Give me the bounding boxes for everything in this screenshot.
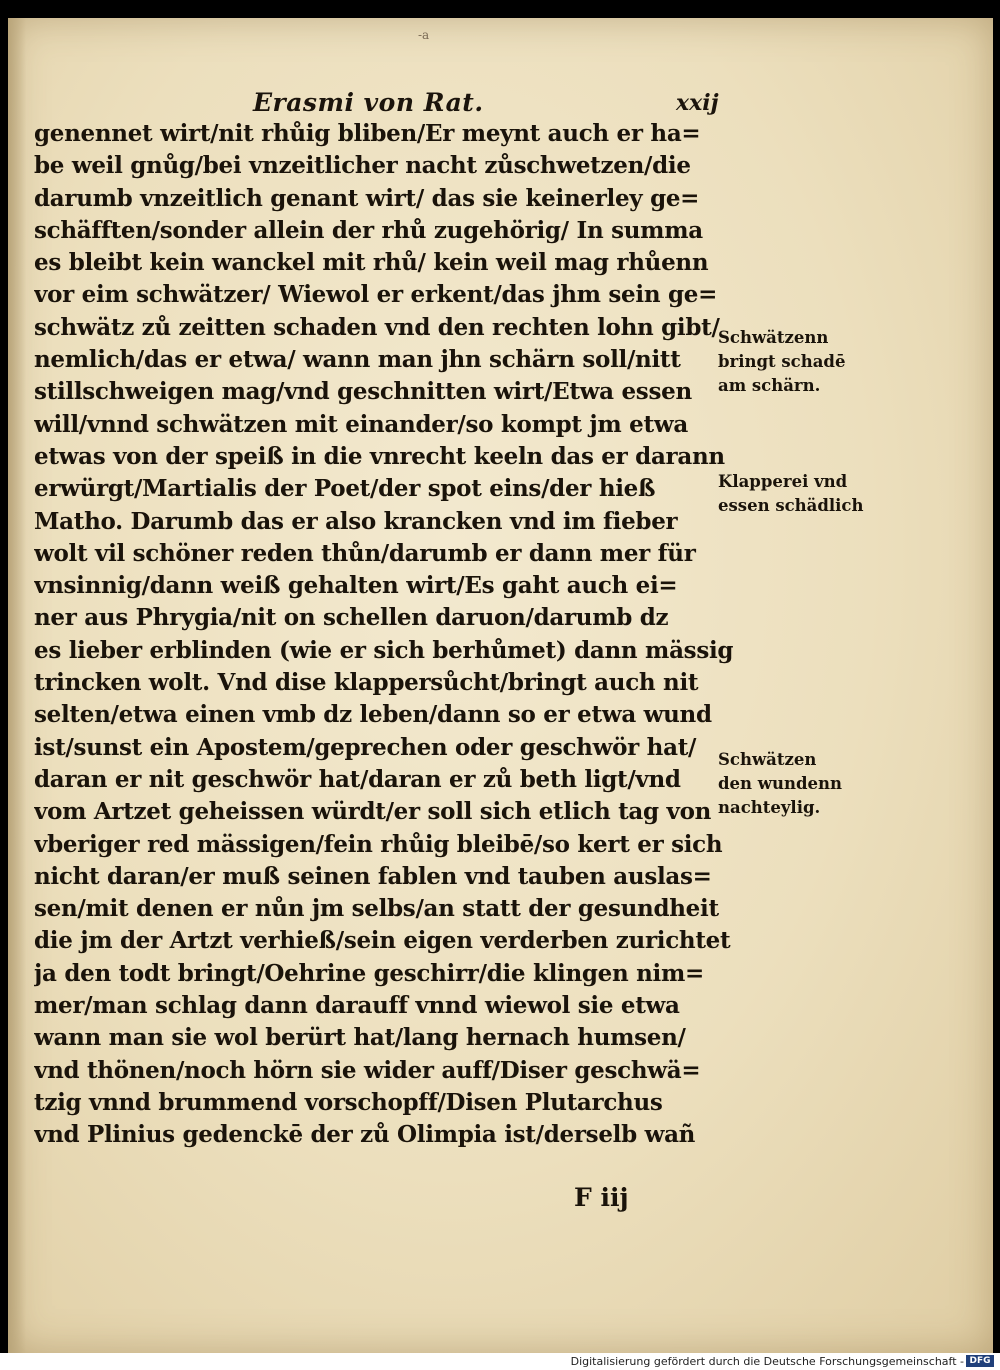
text-line: trincken wolt. Vnd dise klappersůcht/bringt auch nit [34,669,699,697]
text-line: wolt vil schöner reden thůn/darumb er dann mer für [34,539,696,567]
book-page [8,18,993,1353]
text-line: ist/sunst ein Apostem/geprechen oder geschwör hat/ [34,733,697,761]
margin-note-line: Schwätzenn [718,328,829,347]
text-line: tzig vnnd brummend vorschopff/Disen Plutarchus [34,1088,663,1116]
text-line: wann man sie wol berürt hat/lang hernach humsen/ [34,1024,686,1052]
margin-note [718,470,863,518]
running-header: Erasmi von Rat. [253,88,484,117]
text-line: vor eim schwätzer/ Wiewol er erkent/das jhm sein ge= [34,281,718,309]
text-line: mer/man schlag dann darauff vnnd wiewol sie etwa [34,992,680,1020]
text-line: schäfften/sonder allein der rhů zugehörig/ In summa [34,216,703,244]
margin-note [718,748,842,820]
text-line: darumb vnzeitlich genant wirt/ das sie keinerley ge= [34,184,700,212]
margin-note-line: nachteylig. [718,798,821,817]
signature-mark: F iij [574,1183,629,1212]
dfg-logo: DFG [966,1355,994,1367]
text-line: vnd thönen/noch hörn sie wider auff/Diser geschwä= [34,1056,701,1084]
text-line: vnsinnig/dann weiß gehalten wirt/Es gaht auch ei= [34,572,678,600]
text-line: es bleibt kein wanckel mit rhů/ kein weil mag rhůenn [34,249,709,277]
text-line: vberiger red mässigen/fein rhůig bleibē/so kert er sich [34,830,723,858]
margin-note-line: Schwätzen [718,750,817,769]
text-line: sen/mit denen er nůn jm selbs/an statt der gesundheit [34,895,719,923]
text-line: ner aus Phrygia/nit on schellen daruon/darumb dz [34,604,669,632]
text-line: stillschweigen mag/vnd geschnitten wirt/Etwa essen [34,378,692,406]
text-line: ja den todt bringt/Oehrine geschirr/die klingen nim= [34,959,704,987]
text-line: selten/etwa einen vmb dz leben/dann so er etwa wund [34,701,712,729]
text-line: genennet wirt/nit rhůig bliben/Er meynt auch er ha= [34,120,701,147]
margin-note-line: am schärn. [718,376,821,395]
page-gutter-shadow [8,18,26,1353]
text-line: will/vnnd schwätzen mit einander/so kompt jm etwa [34,410,688,438]
text-line: Matho. Darumb das er also krancken vnd im fieber [34,507,678,535]
text-line: daran er nit geschwör hat/daran er zů beth ligt/vnd [34,765,681,793]
text-line: schwätz zů zeitten schaden vnd den rechten lohn gibt/ [34,313,720,341]
text-line: nemlich/das er etwa/ wann man jhn schärn soll/nitt [34,346,681,374]
margin-note [718,326,845,398]
folio-number: xxij [676,90,719,116]
funding-credit: Digitalisierung gefördert durch die Deutsche Forschungsgemeinschaft - [570,1355,964,1368]
top-mark: -a [418,28,430,42]
text-line: vom Artzet geheissen würdt/er soll sich etlich tag von [34,798,712,826]
margin-note-line: bringt schadē [718,352,846,371]
text-line: be weil gnůg/bei vnzeitlicher nacht zůschwetzen/die [34,152,691,180]
body-text [34,118,734,1152]
text-line: etwas von der speiß in die vnrecht keeln das er darann [34,442,725,470]
margin-note-line: essen schädlich [718,496,864,515]
text-line: vnd Plinius gedenckē der zů Olimpia ist/derselb wañ [34,1121,696,1149]
margin-note-line: den wundenn [718,774,842,793]
text-line: erwürgt/Martialis der Poet/der spot eins/der hieß [34,475,656,503]
text-line: die jm der Artzt verhieß/sein eigen verderben zurichtet [34,927,731,955]
text-line: es lieber erblinden (wie er sich berhůmet) dann mässig [34,636,734,664]
text-line: nicht daran/er muß seinen fablen vnd tauben auslas= [34,862,712,890]
margin-note-line: Klapperei vnd [718,472,848,491]
